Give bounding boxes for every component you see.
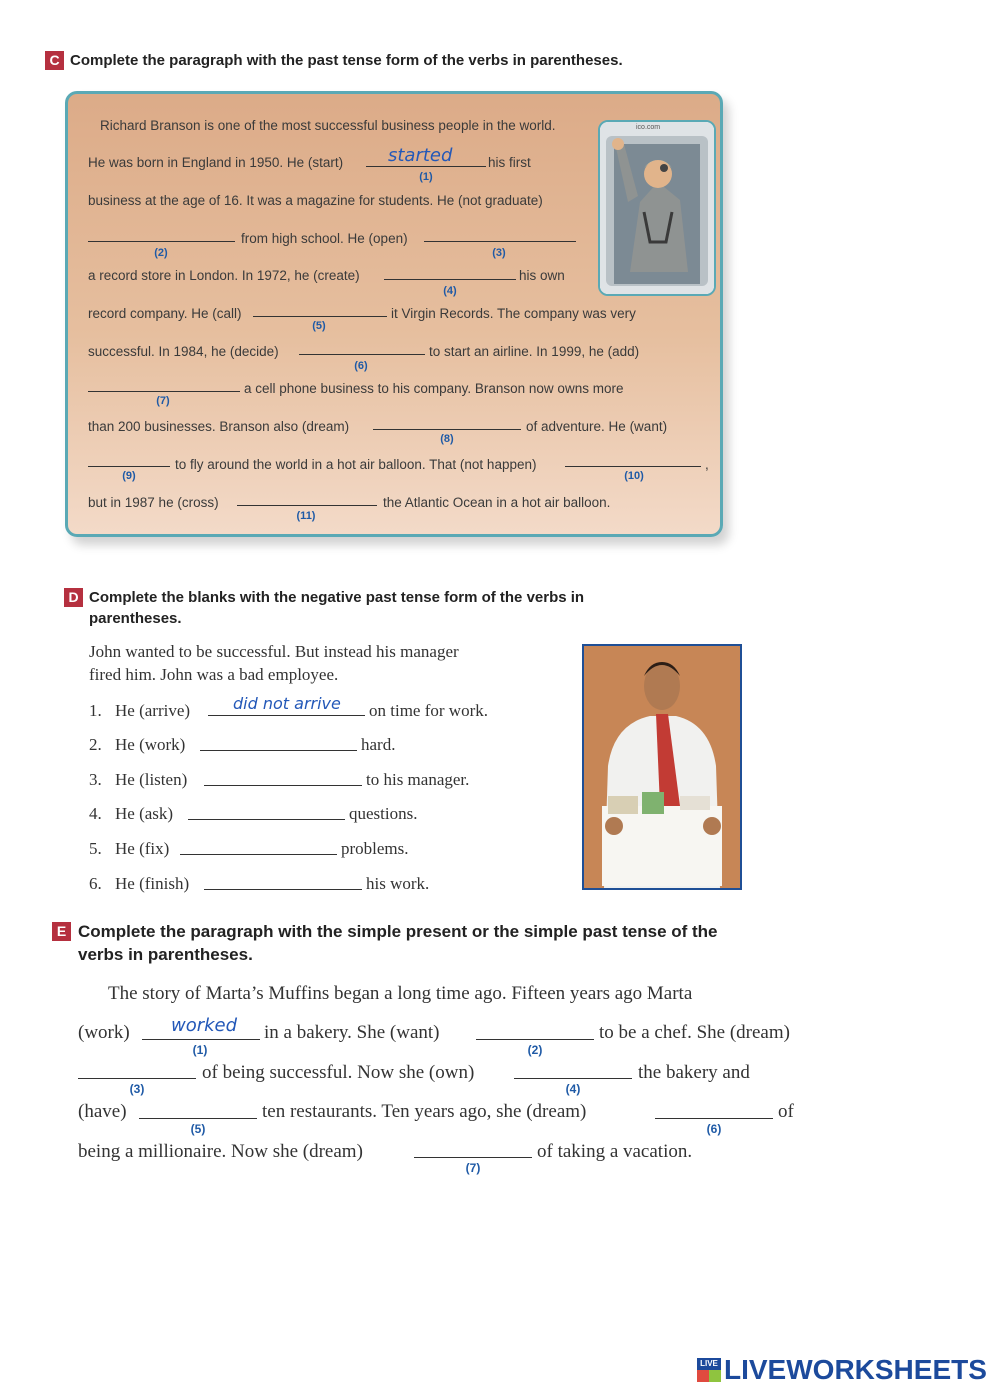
d-item-5-rest: problems. [341,839,409,858]
d-item-2-rest: hard. [361,735,396,754]
c-text-14: of adventure. He (want) [526,419,668,434]
photo-caption: ico.com [636,124,661,131]
d-blank-3[interactable] [204,785,362,786]
e-text-2: (work) [78,1022,130,1043]
e-text-1: The story of Marta’s Muffins began a long time ago. Fifteen years ago Marta [108,983,693,1004]
c-text-13: than 200 businesses. Branson also (dream) [88,419,350,434]
e-blank-4[interactable] [514,1078,632,1079]
d-answer-1: did not arrive [233,694,341,713]
c-number-3: (3) [492,247,506,259]
c-text-17: but in 1987 he (cross) [88,495,219,510]
c-number-8: (8) [440,433,454,445]
c-blank-1[interactable] [366,166,486,167]
d-item-6-rest: his work. [366,874,430,893]
liveworksheets-logo-mark [697,1358,721,1382]
fired-employee-photo [582,644,742,890]
d-item-3-verb: He (listen) [115,770,188,789]
c-text-8: record company. He (call) [88,306,242,321]
c-text-3: his first [488,155,531,170]
c-text-9: it Virgin Records. The company was very [391,306,636,321]
d-intro-1: John wanted to be successful. But instead his manager [89,642,459,661]
section-c-badge: C [45,51,64,70]
d-blank-1[interactable] [208,715,365,716]
e-text-10: being a millionaire. Now she (dream) [78,1141,363,1162]
d-blank-5[interactable] [180,854,337,855]
e-blank-3[interactable] [78,1078,196,1079]
section-c-instruction: Complete the paragraph with the past tense form of the verbs in parentheses. [70,52,623,69]
section-e-instruction-2: verbs in parentheses. [78,945,253,964]
c-blank-2[interactable] [88,241,235,242]
section-d-instruction-1: Complete the blanks with the negative past tense form of the verbs in [89,589,585,606]
d-blank-2[interactable] [200,750,357,751]
c-number-9: (9) [122,470,136,482]
d-item-4-verb: He (ask) [115,804,174,823]
e-number-1: (1) [192,1043,208,1057]
e-text-7: (have) [78,1101,127,1122]
d-blank-6[interactable] [204,889,362,890]
c-blank-7[interactable] [88,391,240,392]
d-item-6-verb: He (finish) [115,874,190,893]
c-blank-9[interactable] [88,466,170,467]
c-number-6: (6) [354,360,368,372]
c-blank-5[interactable] [253,316,387,317]
e-text-6: the bakery and [638,1062,750,1083]
c-text-6: a record store in London. In 1972, he (create) [88,268,360,283]
d-item-4-rest: questions. [349,804,418,823]
c-text-10: successful. In 1984, he (decide) [88,344,279,359]
e-blank-1[interactable] [142,1039,260,1040]
c-blank-3[interactable] [424,241,576,242]
c-text-18: the Atlantic Ocean in a hot air balloon. [383,495,611,510]
c-number-4: (4) [443,285,457,297]
section-d-instruction-2: parentheses. [89,610,182,627]
e-text-11: of taking a vacation. [537,1141,693,1162]
e-blank-6[interactable] [655,1118,773,1119]
c-number-2: (2) [154,247,168,259]
e-blank-5[interactable] [139,1118,257,1119]
d-blank-4[interactable] [188,819,345,820]
d-item-6-number: 6. [89,874,102,893]
section-d-badge: D [64,588,83,607]
d-item-4-number: 4. [89,804,102,823]
d-item-1-number: 1. [89,701,102,720]
e-number-2: (2) [527,1043,543,1057]
d-item-2-verb: He (work) [115,735,186,754]
c-text-4: business at the age of 16. It was a magazine for students. He (not graduate) [88,193,543,208]
c-number-1: (1) [419,171,433,183]
section-e-instruction-1: Complete the paragraph with the simple present or the simple past tense of the [78,922,718,941]
logo-mark-text: LIVE [700,1359,718,1368]
c-text-5: from high school. He (open) [241,231,408,246]
e-text-3: in a bakery. She (want) [264,1022,440,1043]
c-number-10: (10) [624,470,644,482]
section-e-badge: E [52,922,71,941]
e-number-4: (4) [565,1082,581,1096]
e-number-3: (3) [129,1082,145,1096]
d-item-3-number: 3. [89,770,102,789]
d-item-2-number: 2. [89,735,102,754]
c-blank-4[interactable] [384,279,516,280]
e-text-5: of being successful. Now she (own) [202,1062,475,1083]
e-number-6: (6) [706,1122,722,1136]
branson-photo [598,120,716,296]
c-text-12: a cell phone business to his company. Branson now owns more [244,381,624,396]
e-number-7: (7) [465,1161,481,1175]
c-text-2: He was born in England in 1950. He (start) [88,155,344,170]
d-item-5-number: 5. [89,839,102,858]
c-text-7: his own [519,268,565,283]
c-text-15: to fly around the world in a hot air balloon. That (not happen) [175,457,537,472]
e-text-4: to be a chef. She (dream) [599,1022,790,1043]
d-item-1-verb: He (arrive) [115,701,191,720]
c-text-16: , [705,457,709,472]
c-blank-10[interactable] [565,466,701,467]
c-text-11: to start an airline. In 1999, he (add) [429,344,640,359]
e-blank-7[interactable] [414,1157,532,1158]
c-blank-6[interactable] [299,354,425,355]
c-number-7: (7) [156,395,170,407]
c-text-1: Richard Branson is one of the most successful business people in the world. [100,118,556,133]
c-blank-8[interactable] [373,429,521,430]
d-item-5-verb: He (fix) [115,839,170,858]
liveworksheets-logo-text: LIVEWORKSHEETS [724,1354,987,1385]
c-number-11: (11) [296,510,316,522]
e-text-9: of [778,1101,794,1122]
d-item-3-rest: to his manager. [366,770,470,789]
e-blank-2[interactable] [476,1039,594,1040]
e-answer-1: worked [171,1015,238,1036]
d-intro-2: fired him. John was a bad employee. [89,665,339,684]
e-text-8: ten restaurants. Ten years ago, she (dream) [262,1101,587,1122]
c-answer-1: started [388,145,453,166]
c-number-5: (5) [312,320,326,332]
e-number-5: (5) [190,1122,206,1136]
d-item-1-rest: on time for work. [369,701,488,720]
c-blank-11[interactable] [237,505,377,506]
